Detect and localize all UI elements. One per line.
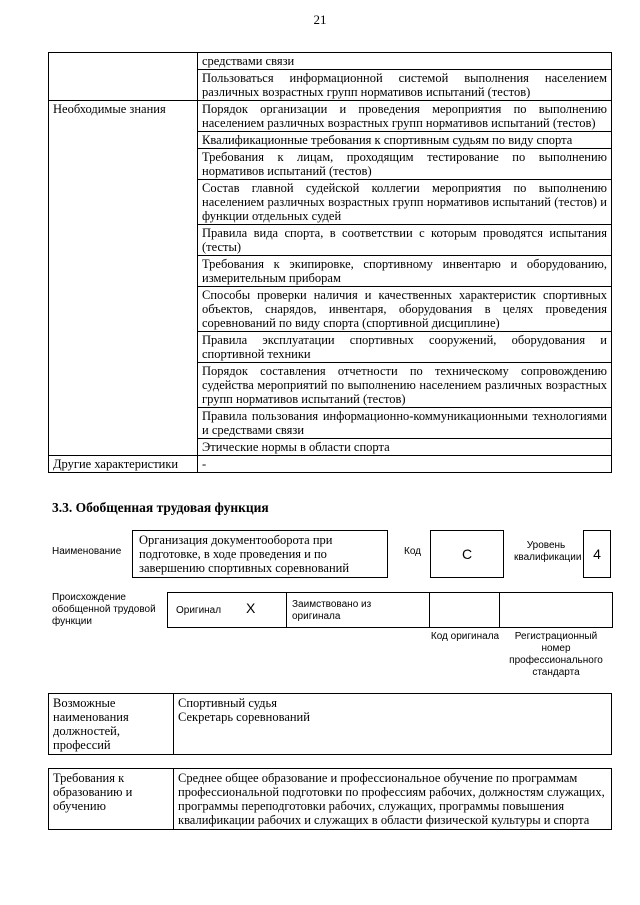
table-row bbox=[49, 132, 612, 149]
row-label bbox=[49, 225, 198, 256]
table-row bbox=[49, 70, 612, 101]
row-label bbox=[49, 149, 198, 180]
function-name-field: Организация документооборота при подготовке, в ходе проведения и по завершению спортивных соревнований bbox=[132, 530, 388, 578]
row-label bbox=[49, 256, 198, 287]
table-row bbox=[49, 256, 612, 287]
row-text: Правила эксплуатации спортивных сооружений, оборудования и спортивной техники bbox=[198, 332, 612, 363]
table-row bbox=[49, 408, 612, 439]
table-row bbox=[49, 225, 612, 256]
table-row bbox=[49, 101, 612, 132]
row-text: Требования к экипировке, спортивному инвентарю и оборудованию, измерительным приборам bbox=[198, 256, 612, 287]
table-row bbox=[49, 332, 612, 363]
positions-label: Возможные наименования должностей, профессий bbox=[49, 694, 174, 755]
row-label bbox=[49, 180, 198, 225]
row-text: средствами связи bbox=[198, 53, 612, 70]
level-label: Уровень квалификации bbox=[514, 540, 582, 563]
borrowed-cell bbox=[286, 593, 430, 627]
page-number: 21 bbox=[313, 12, 327, 27]
row-label bbox=[49, 408, 198, 439]
table-row bbox=[49, 180, 612, 225]
section-title: 3.3. Обобщенная трудовая функция bbox=[52, 500, 269, 515]
table-row bbox=[49, 287, 612, 332]
borrowed-label: Заимствовано из оригинала bbox=[292, 599, 372, 622]
row-label bbox=[49, 287, 198, 332]
row-text: Квалификационные требования к спортивным судьям по виду спорта bbox=[198, 132, 612, 149]
origin-code-cell bbox=[429, 593, 500, 627]
row-label bbox=[49, 132, 198, 149]
level-value: 4 bbox=[583, 530, 611, 578]
table-row bbox=[49, 439, 612, 456]
row-text: Правила пользования информационно-коммуникационными технологиями и средствами связи bbox=[198, 408, 612, 439]
education-table bbox=[48, 768, 612, 830]
positions-list bbox=[174, 694, 612, 755]
row-text: - bbox=[198, 456, 612, 473]
row-text: Требования к лицам, проходящим тестирование по выполнению нормативов испытаний (тестов) bbox=[198, 149, 612, 180]
original-mark: X bbox=[246, 600, 256, 616]
row-label: Другие характеристики bbox=[49, 456, 198, 473]
knowledge-table bbox=[48, 52, 612, 473]
table-row bbox=[49, 456, 612, 473]
reg-number-caption: Регистрационный номер профессионального стандарта bbox=[509, 631, 603, 678]
row-label bbox=[49, 53, 198, 70]
origin-row bbox=[167, 592, 613, 628]
row-text: Правила вида спорта, в соответствии с которым проводятся испытания (тесты) bbox=[198, 225, 612, 256]
original-label: Оригинал bbox=[176, 605, 222, 616]
row-text: Этические нормы в области спорта bbox=[198, 439, 612, 456]
row-label bbox=[49, 70, 198, 101]
table-row bbox=[49, 149, 612, 180]
table-row bbox=[49, 363, 612, 408]
position-item: Спортивный судья bbox=[178, 696, 277, 710]
row-text: Пользоваться информационной системой выполнения населением различных возрастных групп нормативов испытаний (тестов) bbox=[198, 70, 612, 101]
row-label bbox=[49, 439, 198, 456]
row-text: Способы проверки наличия и качественных характеристик спортивных объектов, снарядов, инвентаря, оборудования в целях проведения соревнований по виду спорта (спортивной дисциплине) bbox=[198, 287, 612, 332]
row-label: Необходимые знания bbox=[49, 101, 198, 132]
code-value: C bbox=[430, 530, 504, 578]
row-text: Порядок составления отчетности по техническому сопровождению судейства мероприятий по выполнению населением различных возрастных групп нормативов испытаний (тестов) bbox=[198, 363, 612, 408]
row-text: Порядок организации и проведения мероприятия по выполнению населением различных возрастных групп нормативов испытаний (тестов) bbox=[198, 101, 612, 132]
education-label: Требования к образованию и обучению bbox=[49, 769, 174, 830]
education-text: Среднее общее образование и профессиональное обучение по программам профессиональной подготовки по профессиям рабочих, должностям служащих, программы переподготовки рабочих, служащих, программы повышения квалификации рабочих и служащих в области физической культуры и спорта bbox=[174, 769, 612, 830]
positions-table bbox=[48, 693, 612, 755]
name-label: Наименование bbox=[52, 546, 122, 557]
table-row bbox=[49, 53, 612, 70]
origin-label: Происхождение обобщенной трудовой функции bbox=[52, 592, 156, 627]
row-label bbox=[49, 363, 198, 408]
origin-code-caption: Код оригинала bbox=[430, 631, 500, 642]
position-item: Секретарь соревнований bbox=[178, 710, 310, 724]
code-label: Код bbox=[404, 546, 422, 557]
row-label bbox=[49, 332, 198, 363]
row-text: Состав главной судейской коллегии мероприятия по выполнению населением различных возрастных групп нормативов испытаний (тестов) и функции отдельных судей bbox=[198, 180, 612, 225]
original-cell bbox=[168, 593, 287, 627]
